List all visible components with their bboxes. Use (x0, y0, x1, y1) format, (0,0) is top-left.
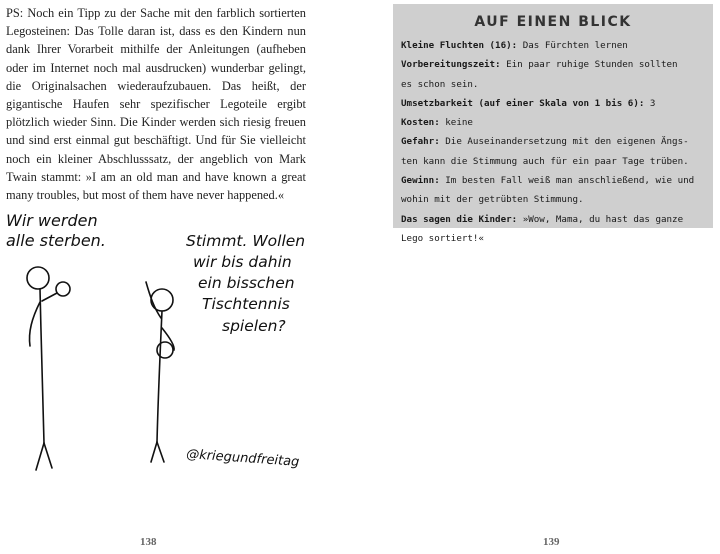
summary-box-title: AUF EINEN BLICK (474, 14, 632, 30)
summary-line-text: 3 (644, 97, 656, 109)
summary-line (401, 210, 705, 229)
summary-line-text: ten kann die Stimmung auch für ein paar Tage trüben. (401, 155, 689, 167)
left-figure-paddle (56, 282, 70, 296)
right-figure-leg-right (157, 442, 164, 462)
right-figure-body (157, 311, 162, 442)
speech-right-line-2: wir bis dahin (193, 253, 292, 271)
summary-line-label: Kleine Fluchten (16): (401, 40, 518, 51)
summary-line (401, 94, 705, 113)
left-figure-head (27, 267, 49, 289)
summary-line-text: Lego sortiert!« (401, 232, 484, 244)
right-page (360, 0, 720, 554)
left-figure-arm (29, 302, 40, 346)
right-figure-head (151, 289, 173, 311)
summary-line-label: Gewinn: (401, 175, 440, 187)
summary-line-label: Das sagen die Kinder: (401, 213, 518, 225)
page-number: 139 (543, 536, 560, 548)
summary-line-text: Die Auseinandersetzung mit den eigenen Ängs- (439, 136, 689, 148)
summary-line (401, 152, 705, 171)
left-figure-leg-left (36, 443, 44, 470)
summary-line (401, 113, 705, 132)
summary-line (401, 36, 705, 55)
summary-line-text: es schon sein. (401, 78, 479, 90)
summary-line-text: keine (439, 117, 473, 129)
summary-line-text: Im besten Fall weiß man anschließend, wie und (439, 175, 695, 187)
summary-line-label: Gefahr: (401, 136, 440, 148)
left-figure-leg-right (44, 443, 52, 468)
speech-right-line-4: Tischtennis (202, 295, 290, 313)
summary-box-lines (401, 36, 705, 248)
summary-line-label: Umsetzbarkeit (auf einer Skala von 1 bis 6): (401, 97, 645, 109)
speech-left-line-2: alle sterben. (6, 231, 106, 250)
speech-left-line-1: Wir werden (6, 211, 98, 230)
summary-line (401, 132, 705, 151)
summary-line-text: wohin mit der getrübten Stimmung. (401, 194, 584, 206)
summary-line (401, 171, 705, 190)
right-figure-arm-up (146, 282, 161, 318)
summary-line (401, 190, 705, 209)
summary-line-text: »Wow, Mama, du hast das ganze (517, 213, 684, 225)
left-figure-paddle-handle (42, 293, 57, 301)
summary-box (393, 4, 713, 244)
body-paragraph: PS: Noch ein Tipp zu der Sache mit den farblich sortierten Legosteinen: Das Tolle daran ist, dass es den Kindern nun dank Ihrer Vorarbeit mithilfe der Anleitungen (aufheben oder im Internet noch mal ausdrucken) wunderbar gelingt, die Originalsachen wiederaufzubauen. Das heißt, der gigantische Haufen sehr spezifischer Legoteile ergibt plötzlich wieder Sinn. Die Kinder werden sich riesig freuen und sind erst einmal gut beschäftigt. Und für Sie vielleicht noch ein kleiner Abschlusssatz, der angeblich von Mark Twain stammt: »I am an old man and have known a great many troubles, but most of them have never happened.« (6, 6, 306, 203)
summary-line-label: Vorbereitungszeit: (401, 59, 501, 71)
cartoon-signature: @kriegundfreitag (185, 447, 300, 470)
page-number: 138 (140, 536, 157, 548)
summary-line (401, 55, 705, 74)
right-figure-leg-left (151, 442, 157, 462)
speech-right-line-1: Stimmt. Wollen (186, 232, 306, 250)
summary-line (401, 229, 705, 248)
summary-line-label: Kosten: (401, 117, 440, 129)
speech-right-line-5: spielen? (222, 317, 286, 335)
summary-line (401, 75, 705, 94)
speech-right-line-3: ein bisschen (198, 274, 295, 292)
cartoon-drawing (0, 200, 340, 480)
right-figure-paddle (157, 342, 173, 358)
left-figure-body (40, 289, 44, 443)
summary-line-text: Ein paar ruhige Stunden sollten (500, 59, 678, 71)
summary-line-text: Das Fürchten lernen (517, 40, 628, 51)
